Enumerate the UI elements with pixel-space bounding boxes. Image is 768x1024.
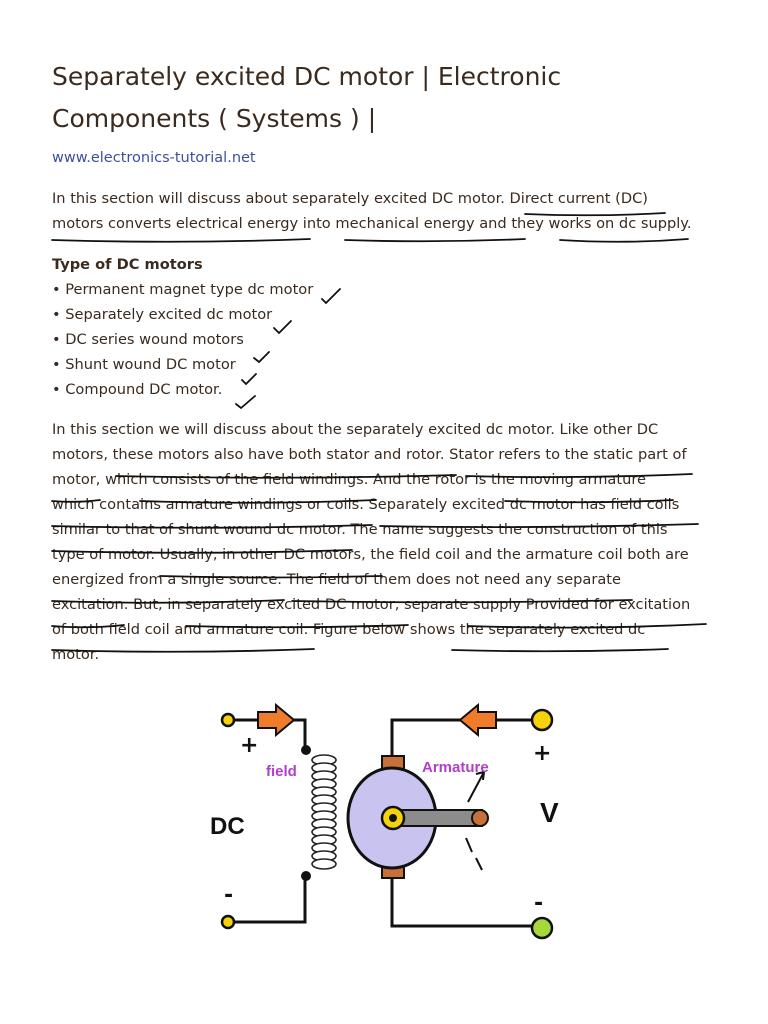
field-coil	[312, 755, 336, 869]
body-line: type of motor. Usually, in other DC motors, the field coil and the armature coil both are	[52, 546, 689, 563]
list-item: • DC series wound motors	[52, 331, 244, 348]
junction-dot	[301, 871, 311, 881]
intro-line: In this section will discuss about separately excited DC motor. Direct current (DC)	[52, 190, 648, 207]
list-item: • Compound DC motor.	[52, 381, 223, 398]
intro-line: motors converts electrical energy into mechanical energy and they works on dc supply.	[52, 215, 692, 232]
current-arrow-icon	[258, 705, 294, 735]
terminal-right-top	[532, 710, 552, 730]
body-line: energized from a single source. The field of them does not need any separate	[52, 571, 621, 588]
title-line-1: Separately excited DC motor | Electronic	[52, 62, 562, 91]
armature-pointer	[468, 772, 484, 802]
shaft-end	[472, 810, 488, 826]
field-wire-bottom	[230, 876, 305, 922]
body-line: which contains armature windings or coils. Separately excited dc motor has field coils	[52, 496, 680, 513]
plus-sign: +	[533, 741, 552, 766]
types-heading: Type of DC motors	[52, 256, 203, 273]
document-page	[52, 56, 724, 667]
page-title	[52, 56, 724, 140]
terminal-right-bottom	[532, 918, 552, 938]
junction-dot	[301, 745, 311, 755]
terminal-left-bottom	[222, 916, 234, 928]
list-item: • Permanent magnet type dc motor	[52, 281, 314, 298]
dc-label: DC	[210, 813, 245, 840]
list-item: • Shunt wound DC motor	[52, 356, 236, 373]
dashed-mark	[466, 838, 482, 870]
source-link[interactable]: www.electronics-tutorial.net	[52, 150, 256, 166]
terminal-left-top	[222, 714, 234, 726]
body-line: motors, these motors also have both stator and rotor. Stator refers to the static part of	[52, 446, 687, 463]
body-line: motor, which consists of the field windings. And the rotor is the moving armature	[52, 471, 646, 488]
plus-sign: +	[240, 733, 259, 758]
list-item: • Separately excited dc motor	[52, 306, 273, 323]
body-line: excitation. But, in separately excited DC motor, separate supply Provided for excitation	[52, 596, 691, 613]
current-arrow-icon	[460, 705, 496, 735]
separately-excited-motor-diagram	[200, 698, 580, 948]
armature-label: Armature	[422, 759, 489, 776]
shaft	[394, 810, 482, 826]
title-line-2: Components ( Systems ) |	[52, 104, 377, 133]
intro-paragraph	[52, 186, 724, 236]
motor-types-list	[52, 277, 724, 402]
minus-sign: -	[534, 891, 544, 916]
voltage-label: V	[540, 797, 559, 828]
field-label: field	[266, 763, 297, 780]
body-paragraph	[52, 417, 724, 667]
minus-sign: -	[224, 883, 234, 908]
armature-wire-bottom	[392, 878, 542, 926]
body-line: motor.	[52, 646, 100, 663]
body-line: In this section we will discuss about the separately excited dc motor. Like other DC	[52, 421, 659, 438]
body-line: of both field coil and armature coil. Figure below shows the separately excited dc	[52, 621, 646, 638]
body-line: similar to that of shunt wound dc motor. The name suggests the construction of this	[52, 521, 668, 538]
